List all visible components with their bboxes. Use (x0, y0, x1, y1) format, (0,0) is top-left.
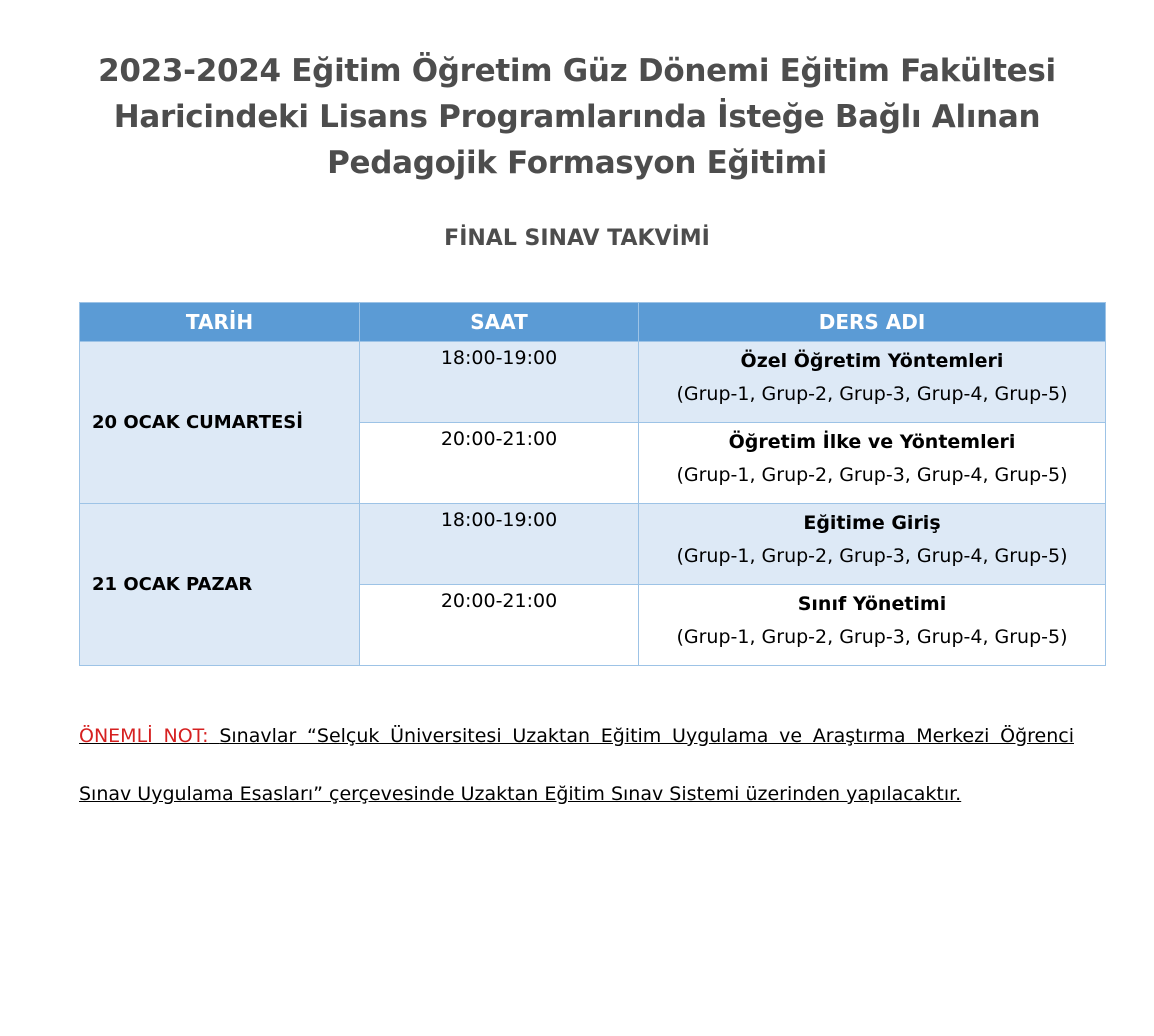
course-groups: (Grup-1, Grup-2, Grup-3, Grup-4, Grup-5) (676, 626, 1068, 648)
table-row (80, 342, 1106, 423)
course-name: Özel Öğretim Yöntemleri (740, 350, 1004, 372)
time-cell: 20:00-21:00 (360, 585, 639, 666)
course-cell (639, 423, 1106, 504)
important-note (79, 707, 1074, 823)
date-cell: 20 OCAK CUMARTESİ (80, 342, 360, 504)
course-name: Eğitime Giriş (803, 512, 941, 534)
course-cell (639, 585, 1106, 666)
time-cell: 18:00-19:00 (360, 504, 639, 585)
course-name: Sınıf Yönetimi (797, 593, 947, 615)
course-groups: (Grup-1, Grup-2, Grup-3, Grup-4, Grup-5) (676, 464, 1068, 486)
course-name: Öğretim İlke ve Yöntemleri (728, 431, 1016, 453)
time-cell: 20:00-21:00 (360, 423, 639, 504)
course-cell (639, 342, 1106, 423)
title-line-3: Pedagojik Formasyon Eğitimi (327, 145, 827, 181)
title-line-1: 2023-2024 Eğitim Öğretim Güz Dönemi Eğitim Fakültesi (98, 53, 1056, 89)
schedule-subtitle: FİNAL SINAV TAKVİMİ (444, 226, 710, 251)
header-date: TARİH (80, 303, 360, 342)
important-note-text: Sınavlar “Selçuk Üniversitesi Uzaktan Eğitim Uygulama ve Araştırma Merkezi Öğrenci Sınav Uygulama Esasları” çerçevesinde Uzaktan Eğitim Sınav Sistemi üzerinden yapılacaktır. (79, 725, 1074, 805)
header-course: DERS ADI (639, 303, 1106, 342)
course-cell (639, 504, 1106, 585)
document-title (0, 48, 1154, 186)
course-groups: (Grup-1, Grup-2, Grup-3, Grup-4, Grup-5) (676, 545, 1068, 567)
exam-schedule-table (79, 302, 1106, 666)
date-cell: 21 OCAK PAZAR (80, 504, 360, 666)
header-time: SAAT (360, 303, 639, 342)
course-groups: (Grup-1, Grup-2, Grup-3, Grup-4, Grup-5) (676, 383, 1068, 405)
table-header-row (80, 303, 1106, 342)
important-note-label: ÖNEMLİ NOT: (79, 725, 209, 747)
time-cell: 18:00-19:00 (360, 342, 639, 423)
title-line-2: Haricindeki Lisans Programlarında İsteğe Bağlı Alınan (113, 99, 1041, 135)
table-row (80, 504, 1106, 585)
